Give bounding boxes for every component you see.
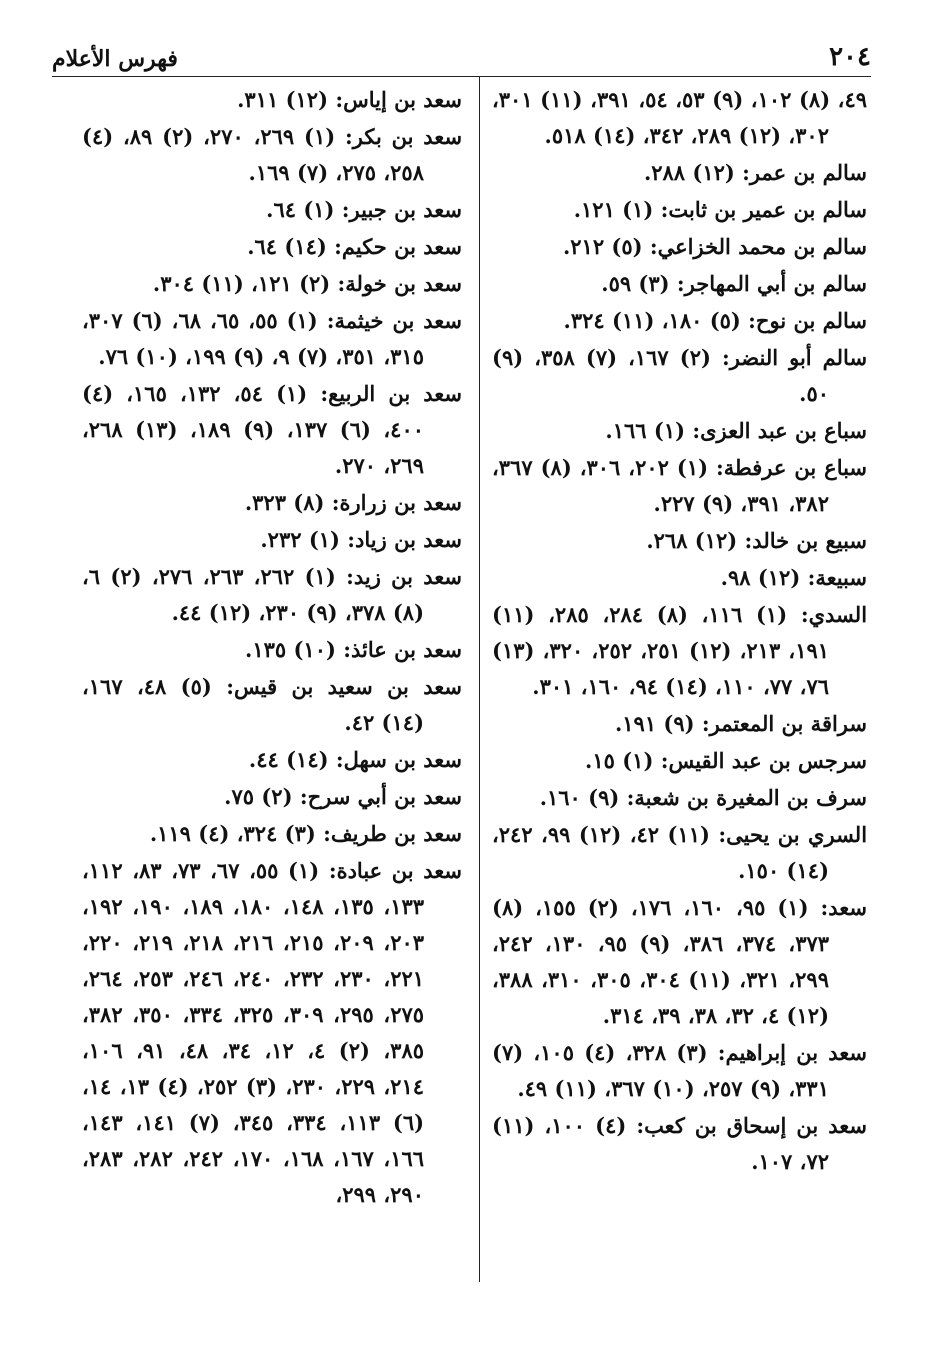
entry-name: سعد بن سهل: [335, 747, 462, 772]
entry-name: سعد بن عبادة: [328, 858, 462, 883]
index-entry [492, 597, 867, 705]
entry-name: سعد بن الربيع: [320, 381, 463, 406]
index-entry [82, 853, 462, 1213]
index-entry [82, 192, 462, 228]
entry-page-refs: (١) ٥٥، ٦٥، ٦٨، (٦) ٣٠٧، ٣١٥، ٣٥١، (٧) ٩، (٩) ١٩٩، (١٠) ٧٦. [82, 308, 424, 369]
index-entry [492, 1035, 867, 1107]
entry-page-refs: (١) ٥٥، ٦٧، ٧٣، ٨٣، ١١٢، ١٣٣، ١٣٥، ١٤٨، ١٨٠، ١٨٩، ١٩٠، ١٩٢، ٢٠٣، ٢٠٩، ٢١٥، ٢١٦، ٢١٨، ٢١٩، ٢٢٠، ٢٢١، ٢٣٠، ٢٣٢، ٢٤٠، ٢٤٦، ٢٥٣، ٢٦٤، ٢٧٥، ٢٩٥، ٣٠٩، ٣٢٥، ٣٣٤، ٣٥٠، ٣٨٢، ٣٨٥، (٢) ٤، ١٢، ٣٤، ٤٨، ٩١، ١٠٦، ٢١٤، ٢٢٩، ٢٣٠، (٣) ٢٥٢، (٤) ١٣، ١٤، (٦) ١١٣، ٣٣٤، ٣٤٥، (٧) ١٤١، ١٤٣، ١٦٦، ١٦٧، ١٦٨، ١٧٠، ٢٤٢، ٢٨٢، ٢٨٣، ٢٩٠، ٢٩٩، [82, 858, 425, 1207]
entry-page-refs: (١٢) ٣١١. [237, 87, 329, 112]
index-entry [82, 742, 462, 778]
entry-page-refs: (٨) ٣٢٣. [244, 490, 325, 515]
running-title: فهرس الأعلام [52, 46, 178, 72]
index-entry [82, 119, 462, 191]
index-entry [492, 192, 867, 228]
entry-page-refs: (١٢) ٩٨. [720, 565, 801, 590]
entry-page-refs: (١١) ٤٢، (١٢) ٩٩، ٢٤٢، (١٤) ١٥٠. [492, 822, 829, 883]
entry-name: سعد بن زيد: [346, 564, 463, 589]
column-divider [479, 77, 480, 1282]
entry-page-refs: (٢) ١٦٧، (٧) ٣٥٨، (٩) ٥٠. [492, 345, 829, 406]
entry-name: سالم أبو النضر: [721, 345, 868, 370]
entry-name: سعد بن عائذ: [343, 637, 462, 662]
entry-page-refs: (١) ١٢١. [573, 197, 654, 222]
index-entry [82, 522, 462, 558]
entry-page-refs: (٥) ١٨٠، (١١) ٣٢٤. [563, 308, 741, 333]
index-entry [82, 632, 462, 668]
index-entry [82, 669, 462, 741]
entry-name: سباع بن عبد العزى: [692, 418, 867, 443]
entry-page-refs: (٣) ٣٢٨، (٤) ١٠٥، (٧) ٣٣١، (٩) ٢٥٧، (١٠) ٣٦٧، (١١) ٤٩. [492, 1040, 829, 1101]
entry-page-refs: (٤) ١٠٠، (١١) ٧٢، ١٠٧. [492, 1113, 829, 1174]
entry-page-refs: (١) ٢٦٩، ٢٧٠، (٢) ٨٩، (٤) ٢٥٨، ٢٧٥، (٧) ١٦٩. [82, 124, 424, 185]
entry-name: سعد: [820, 895, 867, 920]
entry-name: سعد بن سعيد بن قيس: [226, 674, 463, 699]
index-entry [492, 303, 867, 339]
index-entry [82, 229, 462, 265]
index-entry [82, 559, 462, 631]
index-column-left [82, 82, 462, 1214]
index-entry [492, 890, 867, 1034]
entry-name: سعد بن جبير: [341, 197, 462, 222]
entry-name: سعد بن إبراهيم: [717, 1040, 868, 1065]
entry-page-refs: (١) ٢٠٢، ٣٠٦، (٨) ٣٦٧، ٣٨٢، ٣٩١، (٩) ٢٢٧. [492, 455, 829, 516]
entry-name: سباع بن عرفطة: [716, 455, 868, 480]
entry-page-refs: (٩) ١٩١. [614, 711, 695, 736]
entry-page-refs: (١) ٥٤، ١٣٢، ١٦٥، (٤) ٤٠٠، (٦) ١٣٧، (٩) ١٨٩، (١٣) ٢٦٨، ٢٦٩، ٢٧٠. [82, 381, 425, 478]
index-entry [492, 780, 867, 816]
entry-page-refs: (٣) ٣٢٤، (٤) ١١٩. [149, 821, 316, 846]
entry-name: السري بن يحيى: [718, 822, 868, 847]
entry-name: سبيعة: [807, 565, 867, 590]
entry-name: سالم بن عمير بن ثابت: [660, 197, 867, 222]
entry-page-refs: (١٢) ٢٨٨. [643, 160, 735, 185]
page-header [52, 26, 871, 72]
index-entry [492, 817, 867, 889]
entry-name: سراقة بن المعتمر: [701, 711, 867, 736]
index-entry [492, 706, 867, 742]
index-entry [492, 82, 867, 154]
entry-page-refs: (٥) ٢١٢. [562, 234, 643, 259]
entry-page-refs: (١٤) ٦٤. [247, 234, 327, 259]
entry-page-refs: (٥) ٤٨، ١٦٧، (١٤) ٤٢. [82, 674, 424, 735]
entry-name: سعد بن أبي سرح: [299, 784, 462, 809]
entry-page-refs: (١) ٩٥، ١٦٠، ١٧٦، (٢) ١٥٥، (٨) ٣٧٣، ٣٧٤، ٣٨٦، (٩) ٩٥، ١٣٠، ٢٤٢، ٢٩٩، ٣٢١، (١١) ٣٠٤، ٣٠٥، ٣١٠، ٣٨٨، (١٢) ٤، ٣٢، ٣٨، ٣٩، ٣١٤. [492, 895, 830, 1028]
entry-page-refs: (١) ٦٤. [266, 197, 335, 222]
index-entry [492, 560, 867, 596]
entry-name: سالم بن محمد الخزاعي: [649, 234, 867, 259]
entry-page-refs: (١) ١٥. [585, 748, 654, 773]
index-entry [492, 413, 867, 449]
index-entry [82, 303, 462, 375]
entry-page-refs: (٢) ٧٥. [224, 784, 293, 809]
entry-name: سبيع بن خالد: [744, 528, 867, 553]
index-column-right [492, 82, 867, 1181]
entry-name: سالم بن نوح: [748, 308, 867, 333]
entry-name: سعد بن زرارة: [331, 490, 462, 515]
entry-page-refs: (١٠) ١٣٥. [245, 637, 336, 662]
index-entry [492, 523, 867, 559]
entry-name: سعد بن حكيم: [334, 234, 462, 259]
entry-page-refs: (١) ١٦٦. [605, 418, 686, 443]
index-entry [492, 155, 867, 191]
entry-name: سعد بن خيثمة: [326, 308, 462, 333]
entry-page-refs: (١) ١١٦، (٨) ٢٨٤، ٢٨٥، (١١) ١٩١، ٢١٣، (١٢) ٢٥١، ٢٥٢، ٣٢٠، (١٣) ٧٦، ٧٧، ١١٠، (١٤) ٩٤، ١٦٠، ٣٠١. [492, 602, 830, 699]
entry-page-refs: (١٤) ٤٤. [248, 747, 329, 772]
entry-page-refs: (١) ٢٣٢. [260, 527, 340, 552]
entry-name: سالم بن عمر: [742, 160, 867, 185]
index-entry [492, 1108, 867, 1180]
entry-page-refs: ٤٩، (٨) ١٠٢، (٩) ٥٣، ٥٤، ٣٩١، (١١) ٣٠١، ٣٠٢، (١٢) ٢٨٩، ٣٤٢، (١٤) ٥١٨. [492, 87, 868, 148]
index-entry [492, 743, 867, 779]
index-entry [82, 779, 462, 815]
index-entry [492, 340, 867, 412]
entry-page-refs: (٣) ٥٩. [601, 271, 670, 296]
entry-name: سعد بن إياس: [335, 87, 462, 112]
entry-name: سالم بن أبي المهاجر: [676, 271, 867, 296]
index-entry [82, 485, 462, 521]
entry-name: سعد بن زياد: [347, 527, 462, 552]
header-rule [52, 76, 871, 77]
entry-name: سعد بن خولة: [337, 271, 462, 296]
index-entry [492, 266, 867, 302]
entry-name: سرف بن المغيرة بن شعبة: [626, 785, 867, 810]
entry-page-refs: (٢) ١٢١، (١١) ٣٠٤. [152, 271, 331, 296]
index-entry [82, 82, 462, 118]
entry-name: سعد بن طريف: [323, 821, 462, 846]
entry-name: سرجس بن عبد القيس: [660, 748, 867, 773]
index-entry [82, 816, 462, 852]
entry-name: السدي: [800, 602, 868, 627]
index-entry [492, 450, 867, 522]
entry-page-refs: (١) ٢٦٢، ٢٦٣، ٢٧٦، (٢) ٦، (٨) ٣٧٨، (٩) ٢٣٠، (١٢) ٤٤. [82, 564, 424, 625]
index-entry [82, 266, 462, 302]
entry-page-refs: (١٢) ٢٦٨. [646, 528, 738, 553]
entry-page-refs: (٩) ١٦٠. [539, 785, 620, 810]
index-entry [82, 376, 462, 484]
index-entry [492, 229, 867, 265]
entry-name: سعد بن إسحاق بن كعب: [636, 1113, 868, 1138]
page-number: ٢٠٤ [829, 42, 871, 72]
entry-name: سعد بن بكر: [345, 124, 463, 149]
